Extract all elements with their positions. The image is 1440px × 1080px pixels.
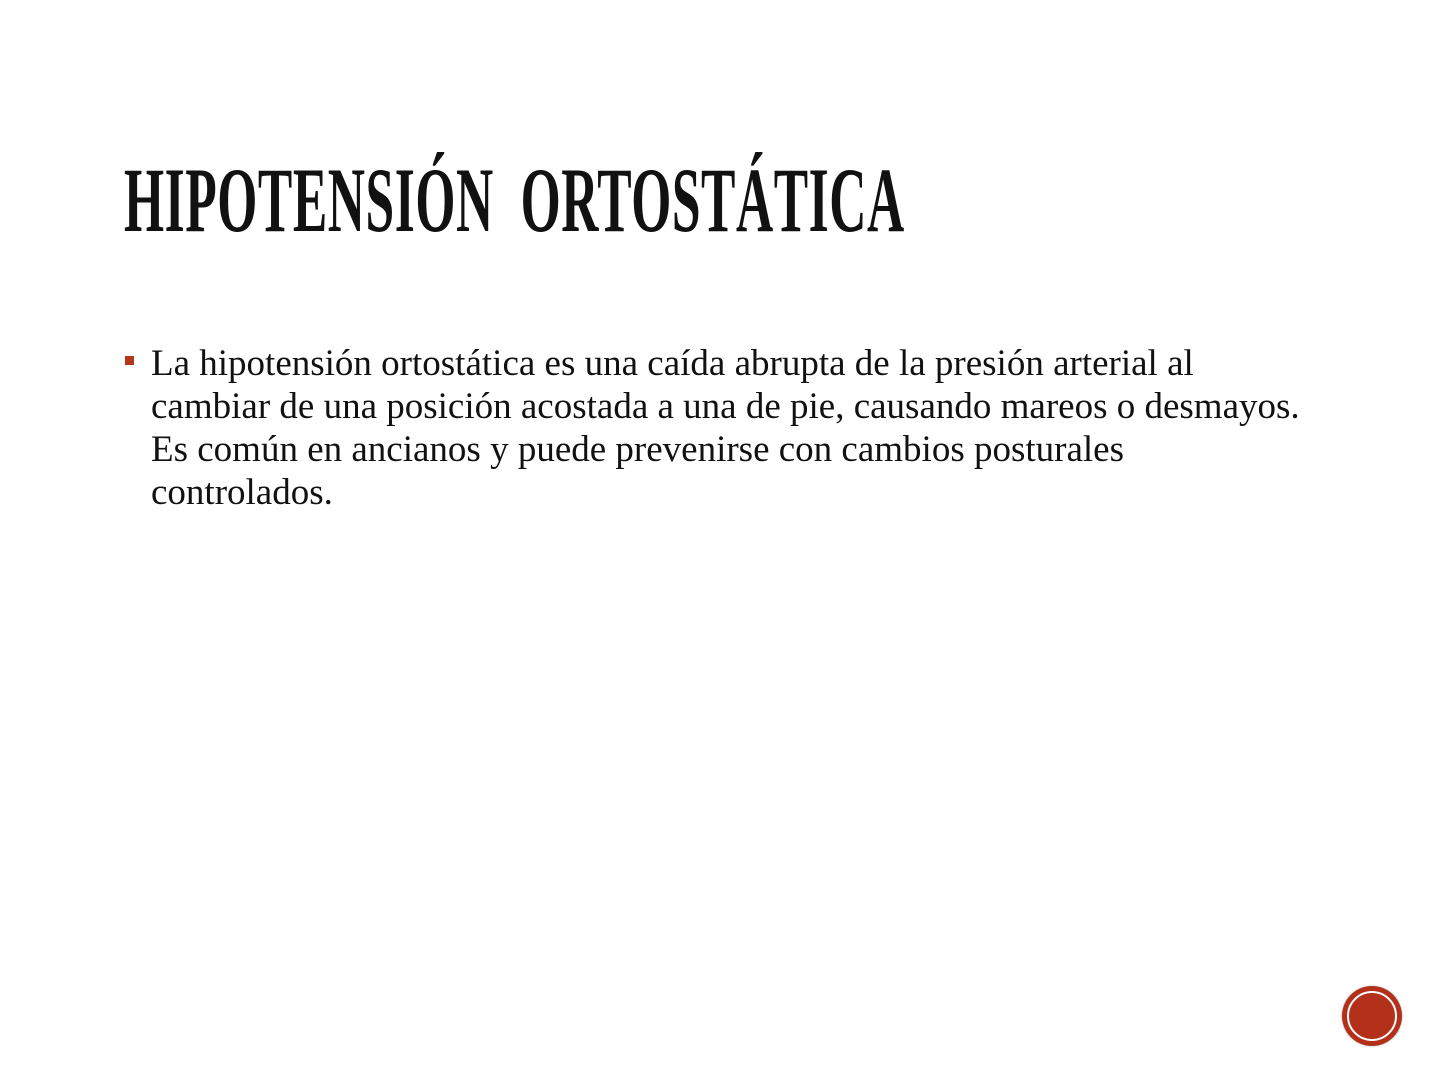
bullet-text: La hipotensión ortostática es una caída abrupta de la presión arterial al cambiar de una posición acostada a una de pie, causando mareos o desmayos. Es común en ancianos y puede prevenirse con cambios posturales controlados. <box>151 343 1300 513</box>
slide-title: HIPOTENSIÓN ORTOSTÁTICA <box>124 149 905 251</box>
bullet-marker-icon <box>125 356 134 365</box>
decorative-circle-icon <box>1342 986 1402 1046</box>
